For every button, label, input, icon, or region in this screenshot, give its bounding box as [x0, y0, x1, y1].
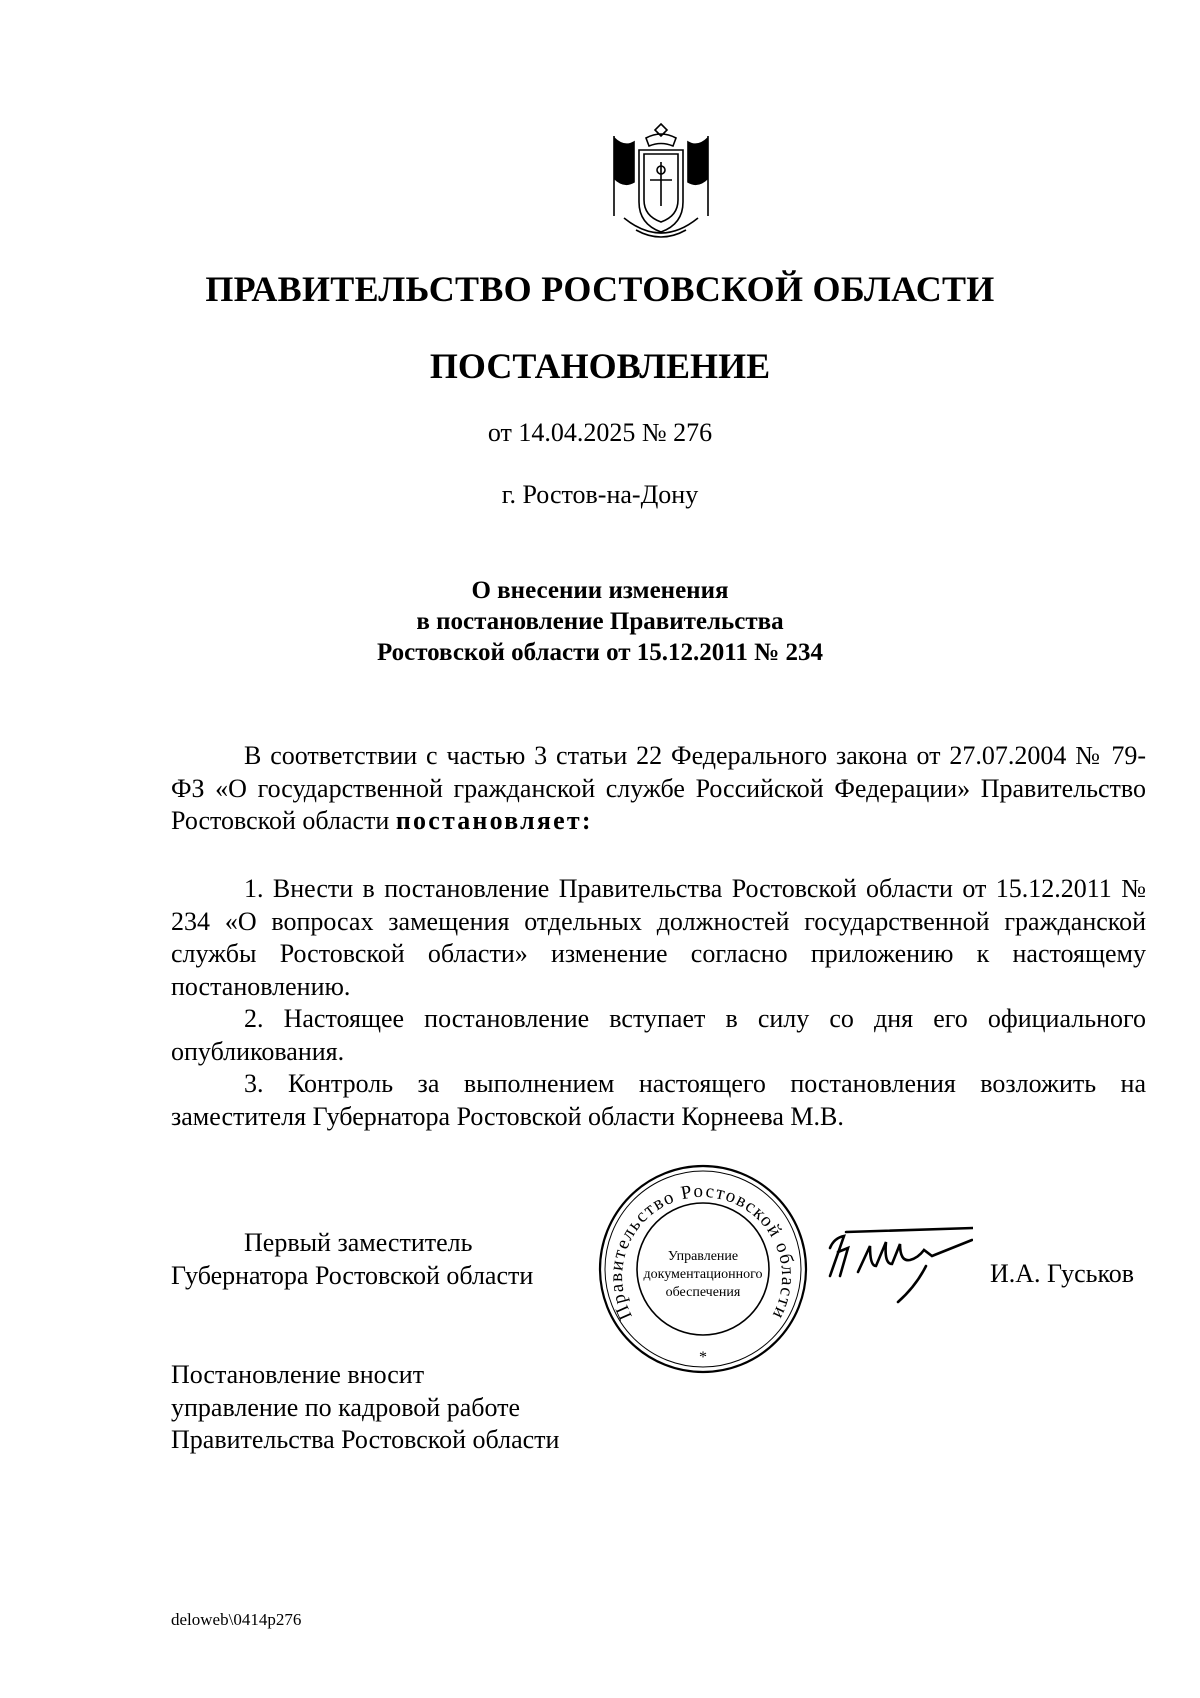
subject-line: Ростовской области от 15.12.2011 № 234: [376, 639, 824, 666]
document-subject: [0, 575, 1200, 668]
stamp-outer-text: Правительство Ростовской области: [606, 1180, 799, 1324]
coat-of-arms-icon: [606, 118, 716, 248]
resolution-item: 2. Настоящее постановление вступает в силу со дня его официального опубликования.: [171, 1004, 1146, 1066]
submitter-line: Постановление вносит: [171, 1360, 425, 1389]
government-title: ПРАВИТЕЛЬСТВО РОСТОВСКОЙ ОБЛАСТИ: [205, 269, 995, 309]
resolution-items: [171, 873, 1146, 1133]
stamp-star: *: [699, 1349, 707, 1366]
subject-line: О внесении изменения: [471, 577, 729, 604]
signatory-name: И.А. Гуськов: [990, 1259, 1135, 1288]
position-line: Губернатора Ростовской области: [171, 1260, 534, 1290]
submitter-line: управление по кадровой работе: [171, 1392, 521, 1422]
stamp-inner-line: обеспечения: [665, 1285, 741, 1300]
preamble-text: В соответствии с частью 3 статьи 22 Федерального закона от 27.07.2004 № 79-ФЗ «О государственной гражданской службе Российской Федерации» Правительство Ростовской области: [171, 741, 1146, 835]
signatory-position: [171, 1227, 533, 1292]
resolution-item: 1. Внести в постановление Правительства Ростовской области от 15.12.2011 № 234 «О вопросах замещения отдельных должностей государственной гражданской службы Ростовской области» изменение согласно приложению к настоящему постановлению.: [171, 874, 1146, 1001]
document-type-title: ПОСТАНОВЛЕНИЕ: [429, 346, 771, 386]
document-date-number: от 14.04.2025 № 276: [487, 418, 713, 447]
submitter-block: [171, 1359, 559, 1457]
preamble-keyword: постановляет:: [395, 806, 593, 835]
subject-line: в постановление Правительства: [416, 608, 784, 635]
official-stamp: [596, 1162, 811, 1377]
handwritten-signature: [818, 1218, 973, 1313]
footer-document-code: deloweb\0414p276: [171, 1610, 302, 1629]
resolution-item: 3. Контроль за выполнением настоящего постановления возложить на заместителя Губернатора Ростовской области Корнеева М.В.: [171, 1069, 1146, 1131]
submitter-line: Правительства Ростовской области: [171, 1425, 560, 1454]
position-line: Первый заместитель: [244, 1228, 473, 1257]
stamp-inner-line: Управление: [667, 1249, 739, 1264]
stamp-inner-line: документационного: [643, 1267, 763, 1282]
document-city: г. Ростов-на-Дону: [501, 480, 699, 509]
preamble-paragraph: [171, 740, 1146, 838]
